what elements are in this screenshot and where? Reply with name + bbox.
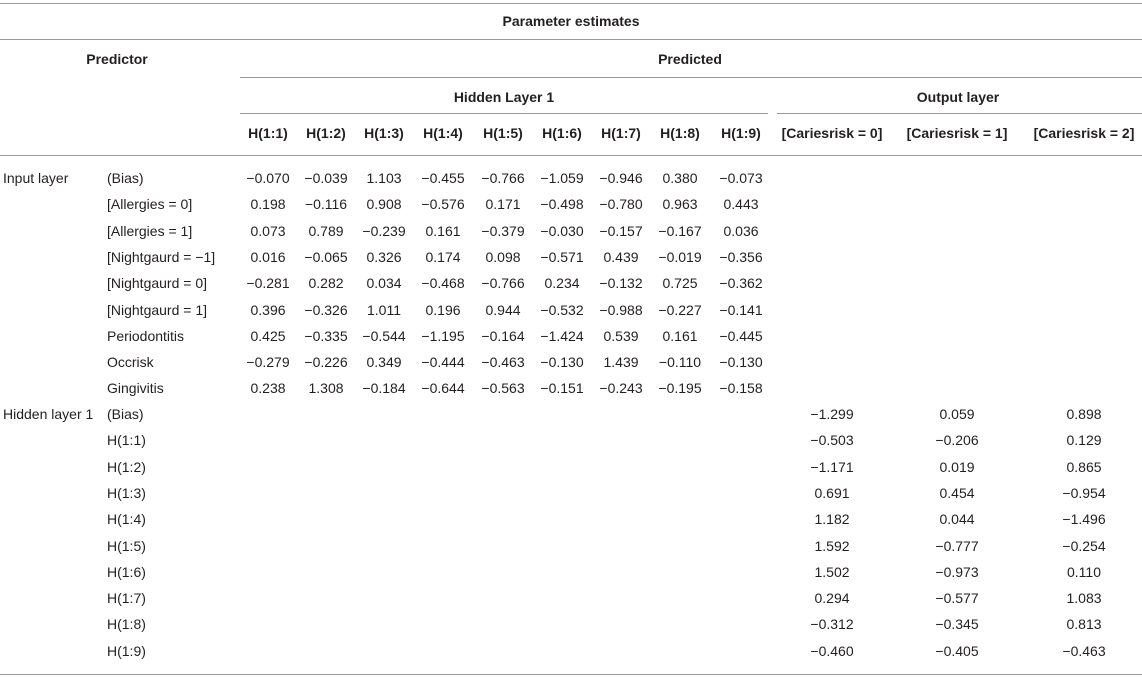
table-cell: −0.571 xyxy=(540,248,584,265)
hidden-layer-rule xyxy=(240,113,768,114)
table-cell: 0.326 xyxy=(366,248,402,265)
table-cell: −0.379 xyxy=(481,222,525,239)
table-cell: 0.171 xyxy=(485,196,521,213)
table-cell: 0.036 xyxy=(723,222,759,239)
table-cell: −0.151 xyxy=(540,380,584,397)
table-cell: 0.294 xyxy=(814,590,850,607)
table-cell: −0.576 xyxy=(421,196,465,213)
table-cell: −0.184 xyxy=(362,380,406,397)
table-cell: 0.380 xyxy=(662,170,698,186)
table-cell: −0.239 xyxy=(362,222,406,239)
table-cell: −0.988 xyxy=(599,301,643,318)
table-cell: −1.059 xyxy=(540,170,584,186)
table-cell: −0.070 xyxy=(246,170,290,186)
table-cell: 0.282 xyxy=(308,275,344,292)
table-cell: −0.455 xyxy=(421,170,465,186)
table-cell: −0.130 xyxy=(719,354,763,371)
table-cell: −0.116 xyxy=(304,196,348,213)
row-predictor-label: Occrisk xyxy=(107,354,154,371)
column-header-hidden: H(1:3) xyxy=(364,125,404,141)
table-cell: −0.312 xyxy=(810,616,854,633)
table-cell: −0.463 xyxy=(481,354,525,371)
table-cell: −1.496 xyxy=(1062,511,1106,528)
column-header-hidden: H(1:6) xyxy=(542,125,582,141)
table-cell: 0.425 xyxy=(250,327,286,344)
table-cell: 1.103 xyxy=(366,170,402,186)
table-cell: −0.243 xyxy=(599,380,643,397)
row-predictor-label: H(1:3) xyxy=(107,484,146,501)
table-cell: 0.016 xyxy=(250,248,286,265)
row-predictor-label: [Nightgaurd = 1] xyxy=(107,301,208,318)
table-cell: −0.405 xyxy=(935,642,979,659)
table-cell: −0.577 xyxy=(935,590,979,607)
table-cell: −0.973 xyxy=(935,563,979,580)
table-cell: 0.196 xyxy=(425,301,461,318)
table-cell: −0.206 xyxy=(935,432,979,449)
table-cell: 0.691 xyxy=(814,484,850,501)
table-cell: −0.362 xyxy=(719,275,763,292)
predicted-header: Predicted xyxy=(658,51,722,67)
table-cell: −0.780 xyxy=(599,196,643,213)
table-cell: −1.299 xyxy=(810,406,854,422)
predicted-rule xyxy=(240,77,1142,78)
column-header-output: [Cariesrisk = 0] xyxy=(781,125,883,141)
table-cell: −0.460 xyxy=(810,642,854,659)
output-layer-header: Output layer xyxy=(916,89,1000,105)
row-predictor-label: [Nightgaurd = −1] xyxy=(107,248,216,265)
column-header-hidden: H(1:8) xyxy=(660,125,700,141)
table-cell: 0.174 xyxy=(425,248,461,265)
header-rule xyxy=(0,155,1142,156)
table-cell: 0.019 xyxy=(939,458,975,475)
table-cell: −0.110 xyxy=(658,354,702,371)
table-cell: −0.445 xyxy=(719,327,763,344)
bottom-rule xyxy=(0,674,1142,675)
top-rule xyxy=(0,3,1142,4)
title-rule xyxy=(0,39,1142,40)
table-cell: 0.161 xyxy=(662,327,698,344)
table-cell: −0.132 xyxy=(599,275,643,292)
table-cell: 0.044 xyxy=(939,511,975,528)
table-cell: −0.563 xyxy=(481,380,525,397)
table-cell: −0.019 xyxy=(658,248,702,265)
row-predictor-label: [Allergies = 0] xyxy=(107,196,193,213)
column-header-hidden: H(1:4) xyxy=(423,125,463,141)
table-cell: 0.238 xyxy=(250,380,286,397)
table-cell: 1.592 xyxy=(814,537,850,554)
table-cell: −1.424 xyxy=(540,327,584,344)
table-cell: −0.130 xyxy=(540,354,584,371)
row-predictor-label: H(1:5) xyxy=(107,537,146,554)
table-cell: 0.073 xyxy=(250,222,286,239)
table-cell: 0.908 xyxy=(366,196,402,213)
table-cell: −0.444 xyxy=(421,354,465,371)
table-cell: 0.034 xyxy=(366,275,402,292)
table-cell: −0.030 xyxy=(540,222,584,239)
table-cell: 0.963 xyxy=(662,196,698,213)
table-cell: −0.254 xyxy=(1062,537,1106,554)
row-predictor-label: H(1:2) xyxy=(107,458,146,475)
table-cell: 0.725 xyxy=(662,275,698,292)
row-predictor-label: H(1:6) xyxy=(107,563,146,580)
table-cell: 0.110 xyxy=(1067,563,1101,580)
table-cell: 0.439 xyxy=(603,248,639,265)
column-header-hidden: H(1:7) xyxy=(601,125,641,141)
table-cell: −0.335 xyxy=(304,327,348,344)
table-cell: 0.789 xyxy=(308,222,344,239)
column-header-output: [Cariesrisk = 1] xyxy=(906,125,1008,141)
table-cell: −0.503 xyxy=(810,432,854,449)
table-title: Parameter estimates xyxy=(502,13,640,29)
table-cell: 0.539 xyxy=(603,327,639,344)
column-header-hidden: H(1:1) xyxy=(248,125,288,141)
row-predictor-label: [Allergies = 1] xyxy=(107,222,193,239)
table-cell: 0.234 xyxy=(544,275,580,292)
table-cell: 1.502 xyxy=(814,563,850,580)
row-predictor-label: H(1:9) xyxy=(107,642,146,659)
table-cell: −0.227 xyxy=(658,301,702,318)
table-cell: 0.161 xyxy=(425,222,461,239)
table-cell: 1.083 xyxy=(1066,590,1102,607)
table-cell: −0.279 xyxy=(246,354,290,371)
row-predictor-label: H(1:7) xyxy=(107,590,146,607)
table-cell: 0.898 xyxy=(1066,406,1102,422)
table-cell: −0.039 xyxy=(304,170,348,186)
table-cell: 1.011 xyxy=(367,301,401,318)
row-predictor-label: [Nightgaurd = 0] xyxy=(107,275,208,292)
table-cell: −0.356 xyxy=(719,248,763,265)
table-cell: 1.182 xyxy=(814,511,850,528)
table-cell: −0.167 xyxy=(658,222,702,239)
table-cell: −1.195 xyxy=(421,327,465,344)
table-cell: −0.544 xyxy=(362,327,406,344)
table-cell: −0.946 xyxy=(599,170,643,186)
hidden-layer-header: Hidden Layer 1 xyxy=(453,89,555,105)
table-cell: −0.226 xyxy=(304,354,348,371)
row-predictor-label: H(1:8) xyxy=(107,616,146,633)
table-cell: −0.326 xyxy=(304,301,348,318)
column-header-hidden: H(1:9) xyxy=(721,125,761,141)
table-cell: 0.443 xyxy=(723,196,759,213)
table-cell: −0.157 xyxy=(599,222,643,239)
table-cell: 0.059 xyxy=(939,406,975,422)
table-cell: −0.281 xyxy=(246,275,290,292)
table-cell: −0.644 xyxy=(421,380,465,397)
table-cell: 0.865 xyxy=(1066,458,1102,475)
table-cell: −0.141 xyxy=(719,301,763,318)
table-cell: −1.171 xyxy=(810,458,854,475)
row-predictor-label: (Bias) xyxy=(107,406,144,422)
table-cell: 1.439 xyxy=(603,354,639,371)
table-cell: −0.498 xyxy=(540,196,584,213)
row-predictor-label: Gingivitis xyxy=(107,380,164,397)
table-cell: 0.198 xyxy=(250,196,286,213)
table-cell: 1.308 xyxy=(308,380,344,397)
section-label-input-layer: Input layer xyxy=(3,170,69,186)
table-cell: 0.454 xyxy=(939,484,975,501)
row-predictor-label: Periodontitis xyxy=(107,327,185,344)
table-cell: −0.954 xyxy=(1062,484,1106,501)
table-cell: 0.129 xyxy=(1066,432,1102,449)
table-cell: −0.532 xyxy=(540,301,584,318)
table-cell: −0.766 xyxy=(481,275,525,292)
table-cell: −0.468 xyxy=(421,275,465,292)
table-cell: 0.396 xyxy=(250,301,286,318)
table-cell: 0.944 xyxy=(485,301,521,318)
column-header-hidden: H(1:2) xyxy=(306,125,346,141)
row-predictor-label: (Bias) xyxy=(107,170,144,186)
row-predictor-label: H(1:4) xyxy=(107,511,146,528)
table-cell: −0.158 xyxy=(719,380,763,397)
predictor-header: Predictor xyxy=(86,51,148,67)
table-cell: −0.345 xyxy=(935,616,979,633)
table-cell: −0.065 xyxy=(304,248,348,265)
table-cell: −0.777 xyxy=(935,537,979,554)
table-cell: 0.098 xyxy=(485,248,521,265)
table-cell: −0.463 xyxy=(1062,642,1106,659)
table-cell: 0.349 xyxy=(366,354,402,371)
table-cell: −0.164 xyxy=(481,327,525,344)
section-label-hidden-layer: Hidden layer 1 xyxy=(3,406,94,422)
row-predictor-label: H(1:1) xyxy=(107,432,146,449)
table-cell: −0.073 xyxy=(719,170,763,186)
column-header-hidden: H(1:5) xyxy=(483,125,523,141)
column-header-output: [Cariesrisk = 2] xyxy=(1033,125,1135,141)
output-layer-rule xyxy=(777,113,1142,114)
table-cell: −0.195 xyxy=(658,380,702,397)
table-cell: −0.766 xyxy=(481,170,525,186)
table-cell: 0.813 xyxy=(1066,616,1102,633)
